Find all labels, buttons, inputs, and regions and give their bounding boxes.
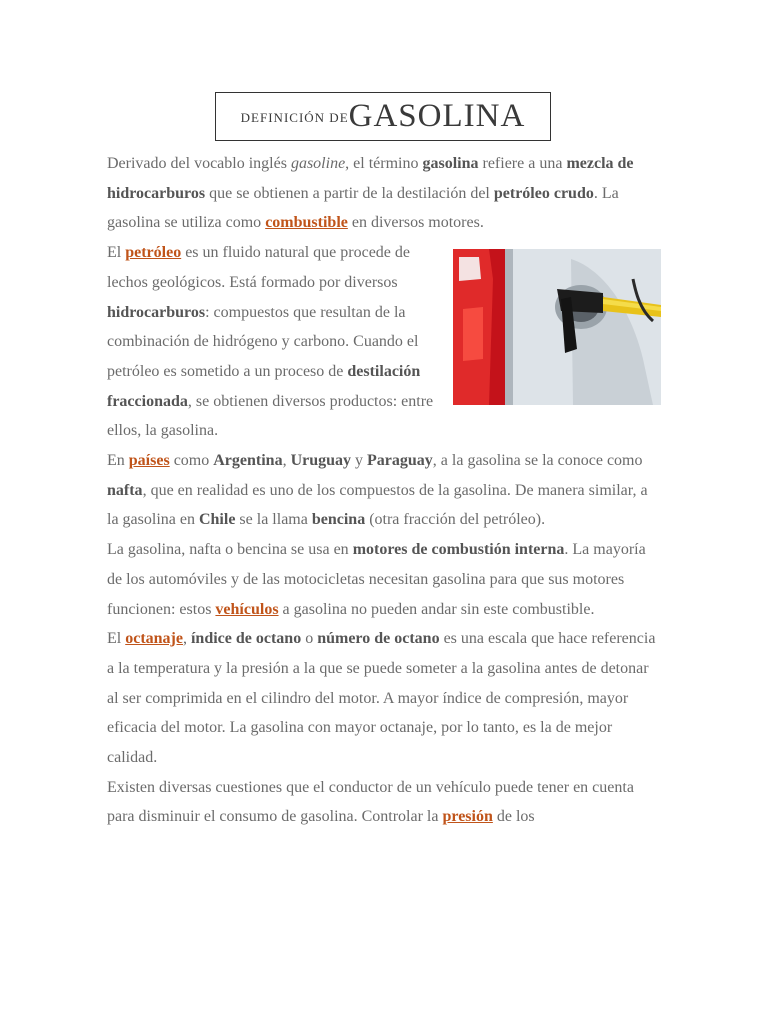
paragraph (107, 535, 663, 624)
text-run: a gasolina no pueden andar sin este combustible. (278, 600, 595, 618)
title-prefix: definición de (240, 105, 349, 127)
paragraph (107, 773, 663, 832)
bold-term: bencina (311, 511, 366, 529)
bold-term: índice de octano (190, 630, 302, 648)
title-main: GASOLINA (348, 98, 526, 134)
bold-term: nafta (107, 481, 143, 499)
text-run: , el término (345, 155, 423, 172)
text-run: es un fluido natural que procede de lechos geológicos. Está formado por diversos (107, 244, 411, 291)
bold-term: motores de combustión interna (352, 541, 565, 559)
text-run: es una escala que hace referencia a la temperatura y la presión a la que se puede someter a la gasolina antes de detonar al ser comprimida en el cilindro del motor. A mayor índice de compresión, mayor eficacia del motor. La gasolina con mayor octanaje, por lo tanto, es la de mejor calidad. (107, 630, 656, 767)
text-run: (otra fracción del petróleo). (365, 511, 546, 529)
text-run: El (107, 630, 126, 648)
paragraph (107, 624, 663, 773)
text-run: . La mayoría de los automóviles y de las motocicletas necesitan gasolina para que sus motores funcionen: estos (107, 541, 646, 618)
text-run: La gasolina, nafta o bencina se usa en (107, 541, 353, 559)
article-body (107, 149, 663, 832)
text-run: como (169, 452, 214, 470)
text-run: En (107, 452, 129, 470)
bold-term: petróleo crudo (493, 184, 594, 202)
bold-term: Paraguay (367, 452, 433, 470)
text-run: o (301, 630, 318, 648)
text-run: Derivado del vocablo inglés (107, 155, 291, 172)
bold-term: número de octano (317, 630, 440, 648)
bold-term: Uruguay (290, 452, 352, 470)
bold-term: hidrocarburos (107, 303, 206, 321)
text-run: Existen diversas cuestiones que el conductor de un vehículo puede tener en cuenta para disminuir el consumo de gasolina. Controlar la (107, 778, 634, 826)
text-run: : compuestos que resultan de la combinación de hidrógeno y carbono. Cuando el petróleo es sometido a un proceso de (107, 303, 419, 380)
bold-term: destilación fraccionada (107, 362, 421, 410)
text-run: de los (492, 808, 535, 826)
text-run: en diversos motores. (347, 214, 484, 232)
page-title (215, 92, 551, 141)
text-run: , se obtienen diversos productos: entre ellos, la gasolina. (107, 392, 434, 440)
link-países[interactable]: países (128, 452, 170, 470)
link-vehículos[interactable]: vehículos (215, 600, 279, 618)
text-run: , (182, 630, 191, 648)
text-run: , a la gasolina se la conoce como (432, 452, 643, 470)
text-run: . La gasolina se utiliza como (107, 184, 619, 232)
fuel-nozzle-image (453, 249, 661, 405)
link-presión[interactable]: presión (442, 808, 493, 826)
bold-term: Argentina (213, 452, 283, 470)
text-run: refiere a una (478, 155, 567, 172)
italic-term: gasoline (290, 155, 346, 172)
link-octanaje[interactable]: octanaje (125, 630, 183, 648)
bold-term: gasolina (422, 155, 479, 172)
text-run: , (282, 452, 291, 470)
link-combustible[interactable]: combustible (265, 214, 348, 232)
text-run: se la llama (235, 511, 312, 529)
link-petróleo[interactable]: petróleo (125, 244, 182, 262)
bold-term: Chile (198, 511, 236, 529)
text-run: y (351, 452, 368, 470)
paragraph (107, 238, 663, 446)
text-run: que se obtienen a partir de la destilación del (205, 184, 494, 202)
paragraph (107, 446, 663, 535)
bold-term: mezcla de hidrocarburos (107, 155, 634, 202)
text-run: , que en realidad es uno de los compuestos de la gasolina. De manera similar, a la gasolina en (107, 481, 648, 529)
paragraph (107, 149, 663, 238)
text-run: El (107, 244, 126, 262)
